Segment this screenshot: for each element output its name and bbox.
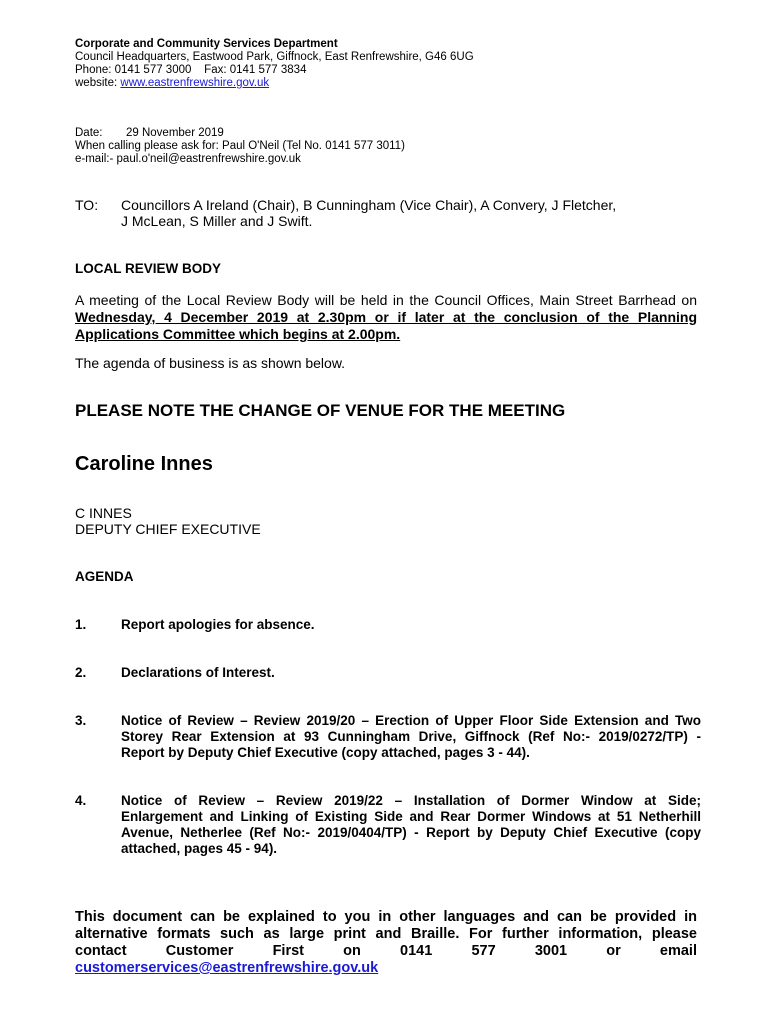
agenda-item-1-number: 1. [75, 617, 87, 632]
agenda-item-line: Avenue, Netherlee (Ref No:- 2019/0404/TP) - Report by Deputy Chief Executive (copy [121, 825, 701, 840]
website-label: website: [75, 77, 121, 89]
website-link[interactable]: www.eastrenfrewshire.gov.uk [120, 77, 270, 89]
agenda-item-3-text [121, 713, 701, 761]
agenda-item-4-number: 4. [75, 793, 87, 808]
body-title: LOCAL REVIEW BODY [75, 261, 222, 276]
accessibility-line3: contact Customer First on 0141 577 3001 or email [75, 943, 697, 959]
agenda-item-line: Declarations of Interest. [121, 665, 275, 680]
signature: Caroline Innes [75, 453, 213, 475]
department-name: Corporate and Community Services Department [75, 38, 338, 50]
date-label: Date: [75, 127, 103, 139]
meeting-paragraph [75, 292, 697, 343]
website-line [75, 77, 269, 91]
accessibility-line2: alternative formats such as large print and Braille. For further information, please [75, 926, 697, 942]
agenda-item-line: Report by Deputy Chief Executive (copy attached, pages 3 - 44). [121, 745, 530, 760]
signatory-name: C INNES [75, 505, 132, 521]
agenda-item-line: Notice of Review – Review 2019/20 – Erection of Upper Floor Side Extension and Two [121, 713, 701, 728]
customer-services-email-link[interactable]: customerservices@eastrenfrewshire.gov.uk [75, 960, 379, 976]
agenda-item-2-number: 2. [75, 665, 87, 680]
date-value: 29 November 2019 [126, 127, 224, 139]
venue-notice: PLEASE NOTE THE CHANGE OF VENUE FOR THE MEETING [75, 401, 566, 420]
agenda-intro: The agenda of business is as shown below. [75, 355, 346, 371]
meeting-line3: Applications Committee which begins at 2.00pm. [75, 326, 401, 342]
agenda-item-3-number: 3. [75, 713, 87, 728]
council-address: Council Headquarters, Eastwood Park, Giffnock, East Renfrewshire, G46 6UG [75, 51, 474, 63]
accessibility-note [75, 909, 697, 977]
calling-info: When calling please ask for: Paul O'Neil (Tel No. 0141 577 3011) [75, 140, 405, 152]
agenda-item-4-text [121, 793, 701, 857]
agenda-heading: AGENDA [75, 569, 134, 584]
to-label: TO: [75, 197, 99, 213]
to-recipients-line2: J McLean, S Miller and J Swift. [121, 213, 313, 229]
meeting-line1: A meeting of the Local Review Body will be held in the Council Offices, Main Street Barrhead on [75, 292, 697, 308]
agenda-item-line: Enlargement and Linking of Existing Side and Rear Dormer Windows at 51 Netherhill [121, 809, 701, 824]
accessibility-line1: This document can be explained to you in other languages and can be provided in [75, 909, 697, 925]
agenda-item-1-text [121, 617, 701, 633]
agenda-item-line: Notice of Review – Review 2019/22 – Installation of Dormer Window at Side; [121, 793, 701, 808]
signatory-title: DEPUTY CHIEF EXECUTIVE [75, 521, 261, 537]
contact-email: e-mail:- paul.o'neil@eastrenfrewshire.gov.uk [75, 153, 301, 165]
agenda-item-2-text [121, 665, 701, 681]
agenda-item-line: Storey Rear Extension at 93 Cunningham Drive, Giffnock (Ref No:- 2019/0272/TP) - [121, 729, 701, 744]
meeting-line2: Wednesday, 4 December 2019 at 2.30pm or if later at the conclusion of the Planning [75, 309, 697, 325]
to-recipients-line1: Councillors A Ireland (Chair), B Cunningham (Vice Chair), A Convery, J Fletcher, [121, 197, 617, 213]
agenda-item-line: attached, pages 45 - 94). [121, 841, 278, 856]
phone-fax: Phone: 0141 577 3000 Fax: 0141 577 3834 [75, 64, 307, 76]
agenda-item-line: Report apologies for absence. [121, 617, 315, 632]
